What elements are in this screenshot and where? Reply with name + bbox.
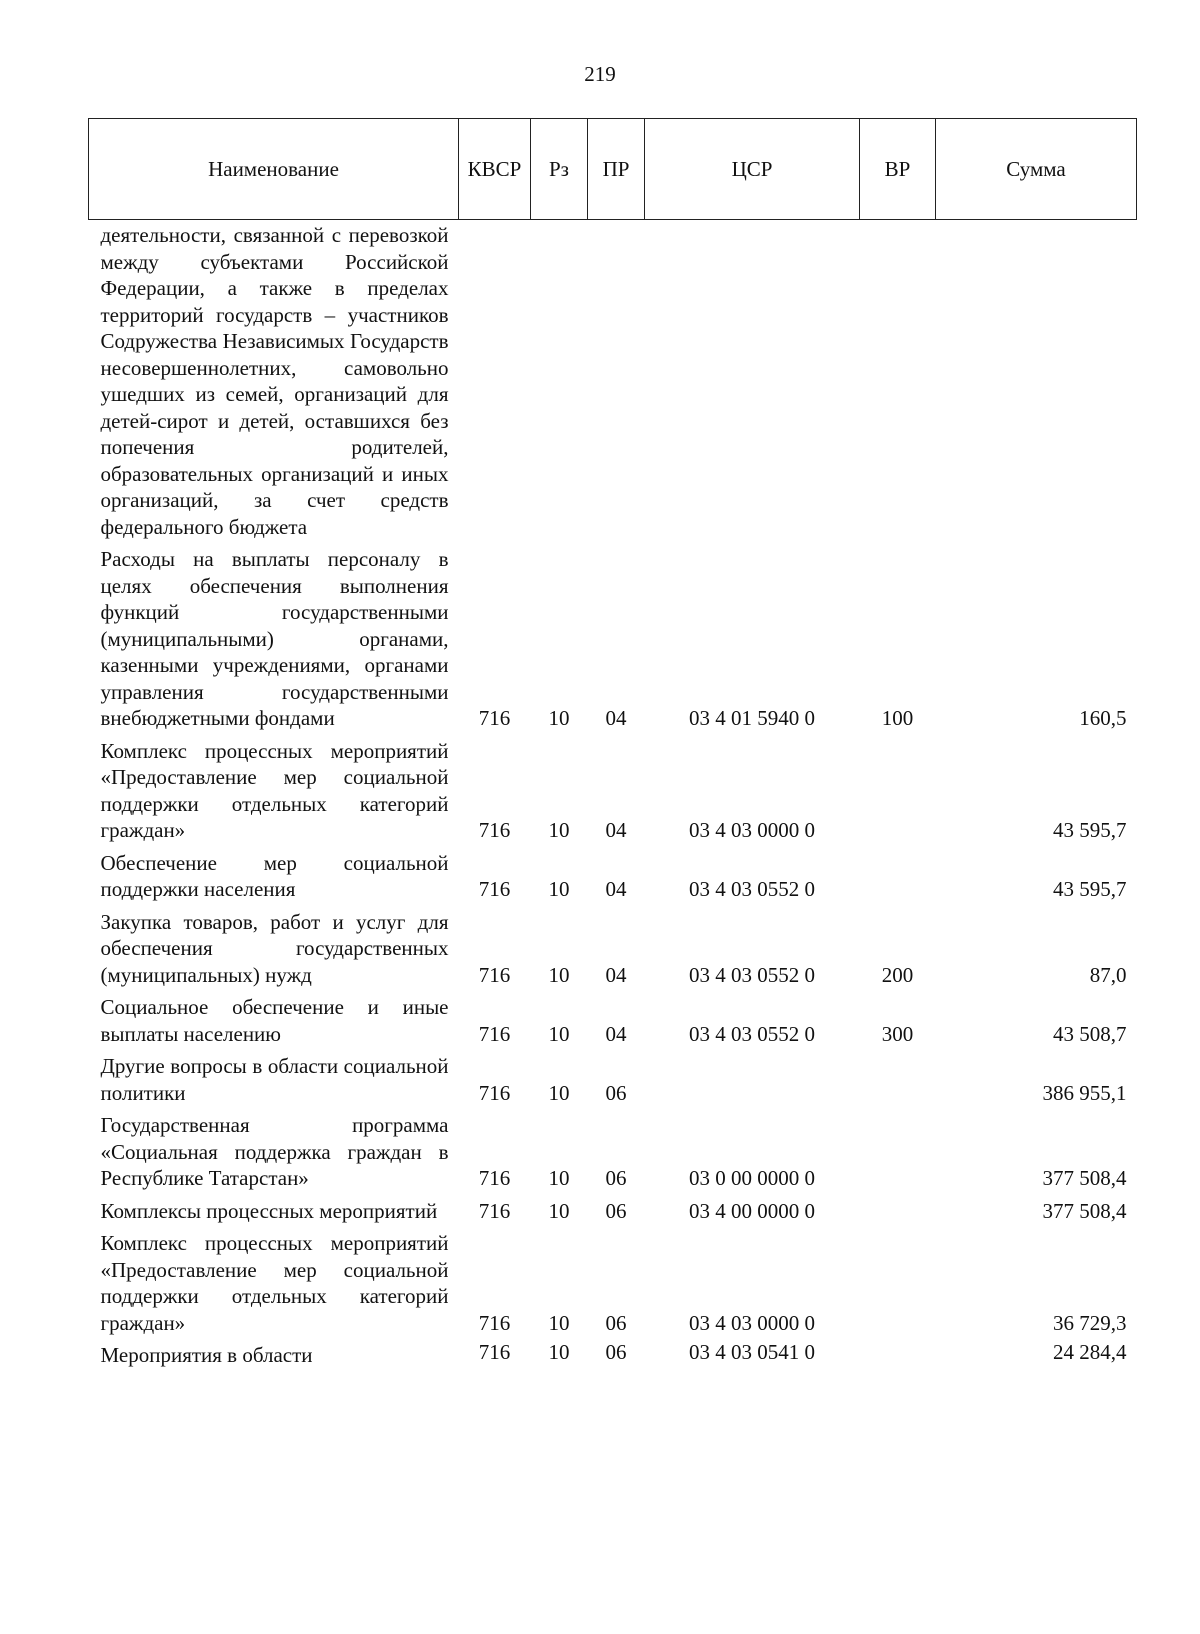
row-sum: 377 508,4 xyxy=(1042,1166,1127,1190)
row-pr: 06 xyxy=(605,1080,627,1105)
header-vr: ВР xyxy=(860,119,936,220)
row-sum: 87,0 xyxy=(1089,962,1127,987)
row-csr: 03 4 03 0552 0 xyxy=(689,877,815,901)
row-rz: 10 xyxy=(548,877,570,901)
header-kvsr: КВСР xyxy=(459,119,531,220)
row-rz: 10 xyxy=(548,1166,570,1190)
row-sum: 43 595,7 xyxy=(1053,877,1127,901)
row-kvsr: 716 xyxy=(478,1080,511,1105)
row-vr xyxy=(860,1195,936,1228)
row-rz: 10 xyxy=(548,962,570,987)
row-kvsr: 716 xyxy=(478,1310,511,1335)
row-rz: 10 xyxy=(548,1080,570,1105)
row-rz: 10 xyxy=(548,1310,570,1335)
table-row xyxy=(89,906,1137,992)
row-name: Расходы на выплаты персоналу в целях обеспечения выполнения функций государственными (муниципальными) органами, казенными учреждениями, органами управления государственными внебюджетными фондами xyxy=(100,547,449,730)
row-vr xyxy=(860,735,936,847)
table-body xyxy=(89,220,1137,1372)
row-vr: 300 xyxy=(881,1021,914,1046)
table-row xyxy=(89,1339,1137,1372)
row-kvsr: 716 xyxy=(478,1166,511,1190)
row-pr: 04 xyxy=(605,877,627,901)
row-sum: 36 729,3 xyxy=(1053,1310,1127,1335)
row-pr: 04 xyxy=(605,1021,627,1046)
row-rz xyxy=(531,220,588,544)
row-vr: 200 xyxy=(881,962,914,987)
row-sum: 377 508,4 xyxy=(1042,1198,1127,1223)
row-name: деятельности, связанной с перевозкой между субъектами Российской Федерации, а также в пределах территорий государств – участников Содружества Независимых Государств несовершеннолетних, самовольно ушедших из семей, организаций для детей-сирот и детей, оставшихся без попечения родителей, образовательных организаций и иных организаций, за счет средств федерального бюджета xyxy=(100,223,449,539)
row-kvsr: 716 xyxy=(478,1021,511,1046)
row-kvsr: 716 xyxy=(478,818,511,842)
row-vr xyxy=(860,1050,936,1109)
table-header xyxy=(89,119,1137,220)
row-vr xyxy=(860,847,936,906)
header-sum: Сумма xyxy=(936,119,1137,220)
row-name: Комплекс процессных мероприятий «Предоставление мер социальной поддержки отдельных категорий граждан» xyxy=(100,1231,449,1335)
row-rz: 10 xyxy=(548,1021,570,1046)
row-csr: 03 4 03 0552 0 xyxy=(689,962,815,987)
row-sum: 43 508,7 xyxy=(1053,1021,1127,1046)
row-vr xyxy=(860,1109,936,1195)
row-pr: 06 xyxy=(605,1166,627,1190)
row-name: Комплексы процессных мероприятий xyxy=(100,1198,438,1223)
row-kvsr: 716 xyxy=(478,877,511,901)
table-row xyxy=(89,991,1137,1050)
row-kvsr: 716 xyxy=(478,1340,511,1364)
row-sum: 160,5 xyxy=(1079,706,1127,730)
row-vr xyxy=(860,1339,936,1372)
row-csr: 03 0 00 0000 0 xyxy=(689,1166,815,1190)
row-vr xyxy=(860,220,936,544)
row-pr: 06 xyxy=(605,1340,627,1364)
row-sum: 43 595,7 xyxy=(1053,818,1127,842)
row-rz: 10 xyxy=(548,1340,570,1364)
row-name: Комплекс процессных мероприятий «Предоставление мер социальной поддержки отдельных категорий граждан» xyxy=(100,738,449,842)
row-rz: 10 xyxy=(548,818,570,842)
row-name: Мероприятия в области xyxy=(100,1343,313,1367)
row-csr: 03 4 03 0000 0 xyxy=(689,818,815,842)
row-pr: 04 xyxy=(605,818,627,842)
row-name: Обеспечение мер социальной поддержки населения xyxy=(100,850,449,901)
row-csr: 03 4 03 0541 0 xyxy=(689,1340,815,1364)
row-pr: 04 xyxy=(605,706,627,730)
row-name: Государственная программа «Социальная поддержка граждан в Республике Татарстан» xyxy=(100,1113,449,1190)
table-row xyxy=(89,1195,1137,1228)
table-row xyxy=(89,847,1137,906)
row-csr xyxy=(645,1050,860,1109)
row-rz: 10 xyxy=(548,706,570,730)
row-csr xyxy=(645,220,860,544)
row-name: Закупка товаров, работ и услуг для обеспечения государственных (муниципальных) нужд xyxy=(100,909,449,987)
table-row xyxy=(89,543,1137,735)
row-sum: 24 284,4 xyxy=(1053,1340,1127,1364)
page-number: 219 xyxy=(584,62,616,86)
table-row xyxy=(89,1109,1137,1195)
row-csr: 03 4 03 0000 0 xyxy=(689,1310,815,1335)
row-name: Другие вопросы в области социальной политики xyxy=(100,1054,449,1105)
header-csr: ЦСР xyxy=(645,119,860,220)
row-csr: 03 4 00 0000 0 xyxy=(689,1198,815,1223)
row-rz: 10 xyxy=(548,1198,570,1223)
header-rz: Рз xyxy=(531,119,588,220)
row-sum xyxy=(936,220,1137,544)
row-kvsr: 716 xyxy=(478,962,511,987)
row-csr: 03 4 03 0552 0 xyxy=(689,1021,815,1046)
header-pr: ПР xyxy=(588,119,645,220)
table-row xyxy=(89,1227,1137,1339)
row-name: Социальное обеспечение и иные выплаты населению xyxy=(100,995,449,1046)
row-csr: 03 4 01 5940 0 xyxy=(689,706,815,730)
row-kvsr xyxy=(459,220,531,544)
row-kvsr: 716 xyxy=(478,1198,511,1223)
row-kvsr: 716 xyxy=(478,706,511,730)
table-row xyxy=(89,1050,1137,1109)
table-row xyxy=(89,735,1137,847)
row-sum: 386 955,1 xyxy=(1042,1080,1127,1105)
row-pr: 06 xyxy=(605,1310,627,1335)
row-vr xyxy=(860,1227,936,1339)
row-pr xyxy=(588,220,645,544)
row-pr: 04 xyxy=(605,962,627,987)
header-name: Наименование xyxy=(89,119,459,220)
row-pr: 06 xyxy=(605,1198,627,1223)
budget-table xyxy=(88,118,1137,1372)
row-vr: 100 xyxy=(881,706,914,730)
table-row xyxy=(89,220,1137,544)
